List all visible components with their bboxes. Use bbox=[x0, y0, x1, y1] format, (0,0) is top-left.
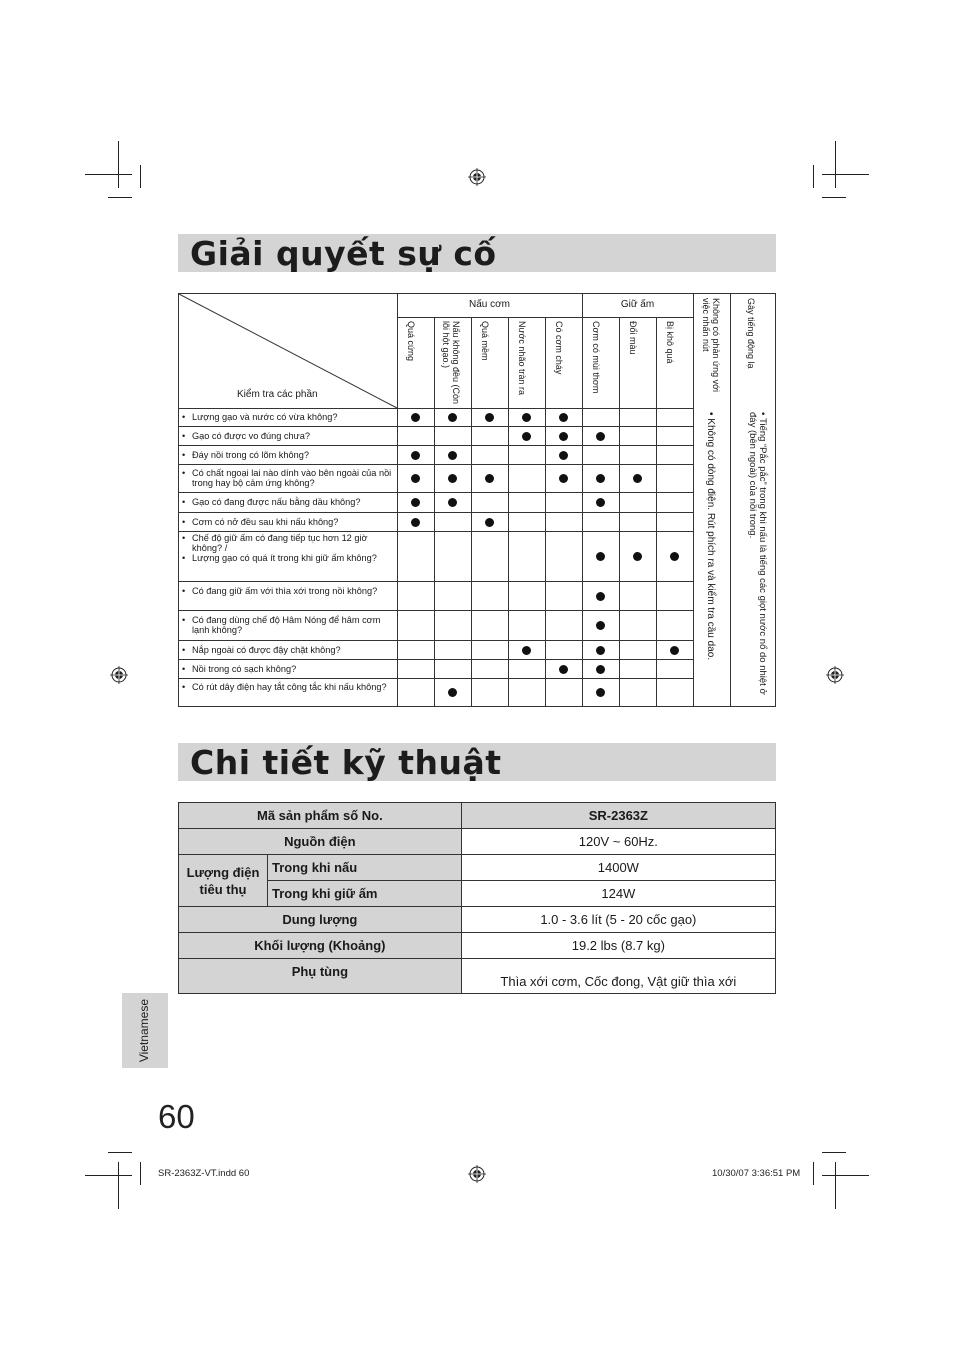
grid-line bbox=[179, 531, 693, 532]
cooking-value: 1400W bbox=[461, 855, 775, 881]
question-text: Gạo có được vo đúng chưa? bbox=[192, 430, 310, 441]
check-question bbox=[182, 412, 392, 422]
grid-line bbox=[693, 294, 694, 706]
bullet: • bbox=[182, 644, 186, 655]
accessories-label: Phụ tùng bbox=[179, 959, 462, 994]
bullet: • bbox=[182, 468, 186, 478]
symptom-mark bbox=[522, 646, 531, 655]
symptom-mark bbox=[596, 646, 605, 655]
grid-line bbox=[179, 512, 693, 513]
bullet: • bbox=[182, 682, 186, 692]
registration-mark-icon bbox=[468, 168, 486, 186]
troubleshooting-title-bar bbox=[178, 234, 776, 272]
model-value: SR-2363Z bbox=[461, 803, 775, 829]
symptom-mark bbox=[448, 688, 457, 697]
question-text: Có chất ngoại lai nào dính vào bên ngoài của nồi trong hay bộ cảm ứng không? bbox=[192, 468, 392, 488]
troubleshooting-title: Giải quyết sự cố bbox=[190, 234, 497, 273]
question-text: Có đang dùng chế độ Hâm Nóng để hâm cơm lạnh không? bbox=[192, 615, 381, 635]
symptom-mark bbox=[448, 498, 457, 507]
grid-line bbox=[179, 659, 693, 660]
question-text: Cơm có nở đều sau khi nấu không? bbox=[192, 516, 339, 527]
warming-value: 124W bbox=[461, 881, 775, 907]
question-text: Nồi trong có sạch không? bbox=[192, 663, 297, 674]
column-header: Quá cứng bbox=[406, 321, 416, 362]
question-text: Gạo có đang được nấu bằng dầu không? bbox=[192, 497, 361, 507]
noise-header: Gây tiếng động lạ bbox=[746, 298, 756, 369]
symptom-mark bbox=[670, 646, 679, 655]
question-text: Nắp ngoài có được đậy chặt không? bbox=[192, 644, 341, 655]
check-question bbox=[182, 586, 392, 596]
bullet: • bbox=[182, 449, 186, 460]
power-value: 120V ~ 60Hz. bbox=[461, 829, 775, 855]
column-header: Nước nhão tràn ra bbox=[517, 321, 527, 395]
check-question bbox=[182, 431, 392, 441]
check-question bbox=[182, 517, 392, 527]
footer-timestamp: 10/30/07 3:36:51 PM bbox=[712, 1168, 801, 1179]
symptom-mark bbox=[596, 498, 605, 507]
symptom-mark bbox=[485, 474, 494, 483]
symptom-mark bbox=[596, 432, 605, 441]
grid-line bbox=[179, 610, 693, 611]
question-text: Lượng gạo có quá ít trong khi giữ ấm không? bbox=[192, 553, 377, 563]
check-question bbox=[182, 533, 392, 563]
grid-line bbox=[397, 317, 693, 318]
symptom-mark bbox=[411, 451, 420, 460]
symptom-mark bbox=[596, 688, 605, 697]
weight-label: Khối lượng (Khoảng) bbox=[179, 933, 462, 959]
question-text: Đáy nồi trong có lõm không? bbox=[192, 449, 309, 460]
consumption-label: Lượng điện tiêu thụ bbox=[179, 855, 268, 907]
grid-line bbox=[730, 294, 731, 706]
language-side-tab bbox=[122, 993, 168, 1068]
symptom-mark bbox=[448, 451, 457, 460]
grid-line bbox=[179, 408, 693, 409]
symptom-mark bbox=[522, 432, 531, 441]
grid-line bbox=[179, 464, 693, 465]
column-header: Đổi màu bbox=[628, 321, 638, 355]
check-header: Kiểm tra các phần bbox=[237, 389, 318, 400]
troubleshooting-table bbox=[178, 293, 776, 707]
symptom-mark bbox=[596, 592, 605, 601]
column-header: Quá mềm bbox=[480, 321, 490, 361]
check-question bbox=[182, 664, 392, 674]
grid-line bbox=[179, 426, 693, 427]
symptom-mark bbox=[559, 451, 568, 460]
bullet: • bbox=[182, 663, 186, 674]
symptom-mark bbox=[559, 665, 568, 674]
bullet: • bbox=[182, 615, 186, 625]
symptom-mark bbox=[596, 665, 605, 674]
bullet: • bbox=[182, 533, 186, 543]
registration-mark-icon bbox=[468, 1165, 486, 1183]
noise-note: • Tiếng “Pắc pắc” trong khi nấu là tiếng các giọt nước nổ do nhiệt ở đáy (bên ngoài) của nồi trong. bbox=[747, 412, 768, 695]
language-label: Vietnamese bbox=[137, 998, 151, 1062]
group-cooking-header: Nấu cơm bbox=[468, 299, 510, 310]
check-question bbox=[182, 645, 392, 655]
bullet: • bbox=[182, 516, 186, 527]
symptom-mark bbox=[559, 474, 568, 483]
column-header: Nấu không đều (Còn lõi hột gạo.) bbox=[441, 321, 461, 405]
no-response-header: Không có phản ứng với việc nhấn nút bbox=[701, 298, 721, 392]
warming-label: Trong khi giữ ấm bbox=[268, 881, 462, 907]
check-question bbox=[182, 682, 392, 692]
symptom-mark bbox=[448, 474, 457, 483]
column-header: Bị khô quá bbox=[665, 321, 675, 364]
symptom-mark bbox=[448, 413, 457, 422]
grid-line bbox=[582, 294, 583, 706]
page-number: 60 bbox=[158, 1098, 195, 1135]
grid-line bbox=[179, 445, 693, 446]
question-text: Có rút dây điện hay tắt công tắc khi nấu không? bbox=[192, 682, 387, 692]
cooking-label: Trong khi nấu bbox=[268, 855, 462, 881]
registration-mark-icon bbox=[826, 666, 844, 684]
specifications-table bbox=[178, 802, 776, 994]
specifications-title: Chi tiết kỹ thuật bbox=[190, 743, 502, 782]
no-response-note: • Không có dòng điện. Rút phích ra và kiểm tra cầu dao. bbox=[705, 412, 716, 661]
model-label: Mã sản phẩm số No. bbox=[179, 803, 462, 829]
symptom-mark bbox=[596, 552, 605, 561]
weight-value: 19.2 lbs (8.7 kg) bbox=[461, 933, 775, 959]
group-warming-header: Giữ ấm bbox=[620, 299, 655, 310]
bullet: • bbox=[182, 497, 186, 507]
question-text: Chế độ giữ ấm có đang tiếp tục hơn 12 giờ không? / bbox=[192, 533, 368, 553]
symptom-mark bbox=[633, 474, 642, 483]
grid-line bbox=[179, 640, 693, 641]
symptom-mark bbox=[485, 518, 494, 527]
bullet: • bbox=[182, 430, 186, 441]
symptom-mark bbox=[411, 413, 420, 422]
grid-line bbox=[179, 492, 693, 493]
capacity-value: 1.0 - 3.6 lít (5 - 20 cốc gạo) bbox=[461, 907, 775, 933]
check-question bbox=[182, 468, 392, 488]
bullet: • bbox=[182, 585, 186, 596]
bullet: • bbox=[182, 412, 186, 422]
symptom-mark bbox=[559, 432, 568, 441]
symptom-mark bbox=[596, 474, 605, 483]
symptom-mark bbox=[485, 413, 494, 422]
power-label: Nguồn điện bbox=[179, 829, 462, 855]
check-question bbox=[182, 615, 392, 635]
footer-filename: SR-2363Z-VT.indd 60 bbox=[158, 1168, 250, 1179]
symptom-mark bbox=[411, 498, 420, 507]
accessories-value: Thìa xới cơm, Cốc đong, Vật giữ thìa xới bbox=[461, 959, 775, 994]
symptom-mark bbox=[522, 413, 531, 422]
grid-line bbox=[397, 294, 398, 706]
capacity-label: Dung lượng bbox=[179, 907, 462, 933]
symptom-mark bbox=[633, 552, 642, 561]
specifications-title-bar bbox=[178, 743, 776, 781]
column-header: Cơm có mùi thơm bbox=[591, 321, 601, 394]
registration-mark-icon bbox=[110, 666, 128, 684]
grid-line bbox=[179, 678, 693, 679]
grid-line bbox=[179, 581, 693, 582]
symptom-mark bbox=[559, 413, 568, 422]
check-question bbox=[182, 450, 392, 460]
bullet: • bbox=[182, 553, 186, 563]
question-text: Lượng gạo và nước có vừa không? bbox=[192, 412, 338, 422]
check-question bbox=[182, 497, 392, 507]
symptom-mark bbox=[411, 518, 420, 527]
column-header: Có cơm cháy bbox=[554, 321, 564, 375]
symptom-mark bbox=[670, 552, 679, 561]
symptom-mark bbox=[411, 474, 420, 483]
question-text: Có đang giữ ấm với thìa xới trong nồi không? bbox=[192, 585, 378, 596]
symptom-mark bbox=[596, 621, 605, 630]
